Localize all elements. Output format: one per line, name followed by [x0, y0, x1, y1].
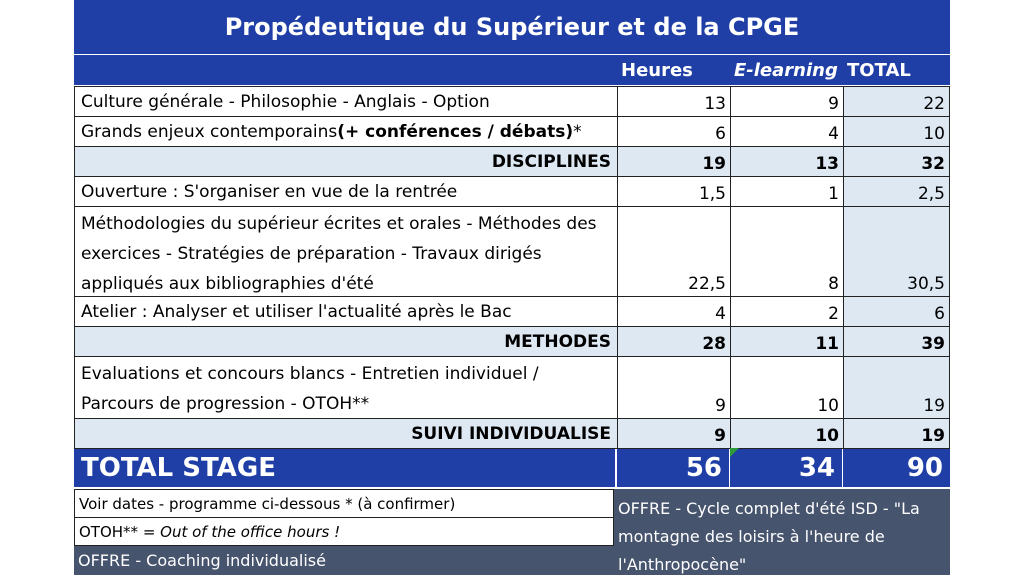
total-heures: 56 — [617, 449, 729, 487]
summer-cycle-offer: OFFRE - Cycle complet d'été ISD - "La montagne des loisirs à l'heure de l'Anthropocène" — [614, 489, 950, 575]
subtotal-elearning: 13 — [730, 146, 844, 177]
row-heures: 13 — [617, 86, 731, 117]
subtotal-label: METHODES — [74, 326, 618, 357]
row-label-text: Grands enjeux contemporains — [81, 121, 338, 142]
subtotal-total: 19 — [843, 418, 950, 449]
row-label — [74, 116, 618, 147]
row-total: 10 — [843, 116, 950, 147]
row-heures: 1,5 — [617, 176, 731, 207]
row-total: 6 — [843, 296, 950, 327]
subtotal-heures: 28 — [617, 326, 731, 357]
row-elearning: 4 — [730, 116, 844, 147]
page-title: Propédeutique du Supérieur et de la CPGE — [74, 0, 950, 54]
subtotal-heures: 9 — [617, 418, 731, 449]
row-label: Evaluations et concours blancs - Entretien individuel / Parcours de progression - OTOH** — [74, 356, 618, 419]
note-otoh — [74, 517, 614, 546]
row-label: Atelier : Analyser et utiliser l'actualité après le Bac — [74, 296, 618, 327]
note-dates: Voir dates - programme ci-dessous * (à confirmer) — [74, 489, 614, 518]
row-label-suffix: * — [573, 121, 582, 142]
subtotal-label: DISCIPLINES — [74, 146, 618, 177]
row-total: 19 — [843, 356, 950, 419]
coaching-offer: OFFRE - Coaching individualisé — [74, 546, 614, 575]
subtotal-total: 39 — [843, 326, 950, 357]
note-otoh-prefix: OTOH** = — [79, 522, 161, 541]
subtotal-elearning: 10 — [730, 418, 844, 449]
row-label: Culture générale - Philosophie - Anglais - Option — [74, 86, 618, 117]
header-heures: Heures — [617, 55, 729, 85]
header-total: TOTAL — [843, 55, 950, 85]
row-total: 30,5 — [843, 206, 950, 297]
total-total: 90 — [843, 449, 950, 487]
row-elearning: 9 — [730, 86, 844, 117]
note-otoh-italic: Out of the office hours ! — [160, 522, 341, 541]
comment-indicator — [730, 448, 739, 457]
subtotal-label: SUIVI INDIVIDUALISE — [74, 418, 618, 449]
row-elearning: 2 — [730, 296, 844, 327]
subtotal-heures: 19 — [617, 146, 731, 177]
row-total: 22 — [843, 86, 950, 117]
row-heures: 4 — [617, 296, 731, 327]
row-label-bold: (+ conférences / débats) — [337, 121, 574, 142]
row-heures: 6 — [617, 116, 731, 147]
header-elearning: E-learning — [730, 55, 842, 85]
subtotal-total: 32 — [843, 146, 950, 177]
row-label: Ouverture : S'organiser en vue de la rentrée — [74, 176, 618, 207]
row-elearning: 10 — [730, 356, 844, 419]
row-heures: 22,5 — [617, 206, 731, 297]
total-stage-label: TOTAL STAGE — [74, 449, 615, 487]
program-table — [74, 0, 950, 575]
row-elearning: 1 — [730, 176, 844, 207]
row-total: 2,5 — [843, 176, 950, 207]
subtotal-elearning: 11 — [730, 326, 844, 357]
total-elearning: 34 — [730, 449, 842, 487]
row-heures: 9 — [617, 356, 731, 419]
row-elearning: 8 — [730, 206, 844, 297]
row-label: Méthodologies du supérieur écrites et orales - Méthodes des exercices - Stratégies de préparation - Travaux dirigés appliqués aux bibliographies d'été — [74, 206, 618, 297]
